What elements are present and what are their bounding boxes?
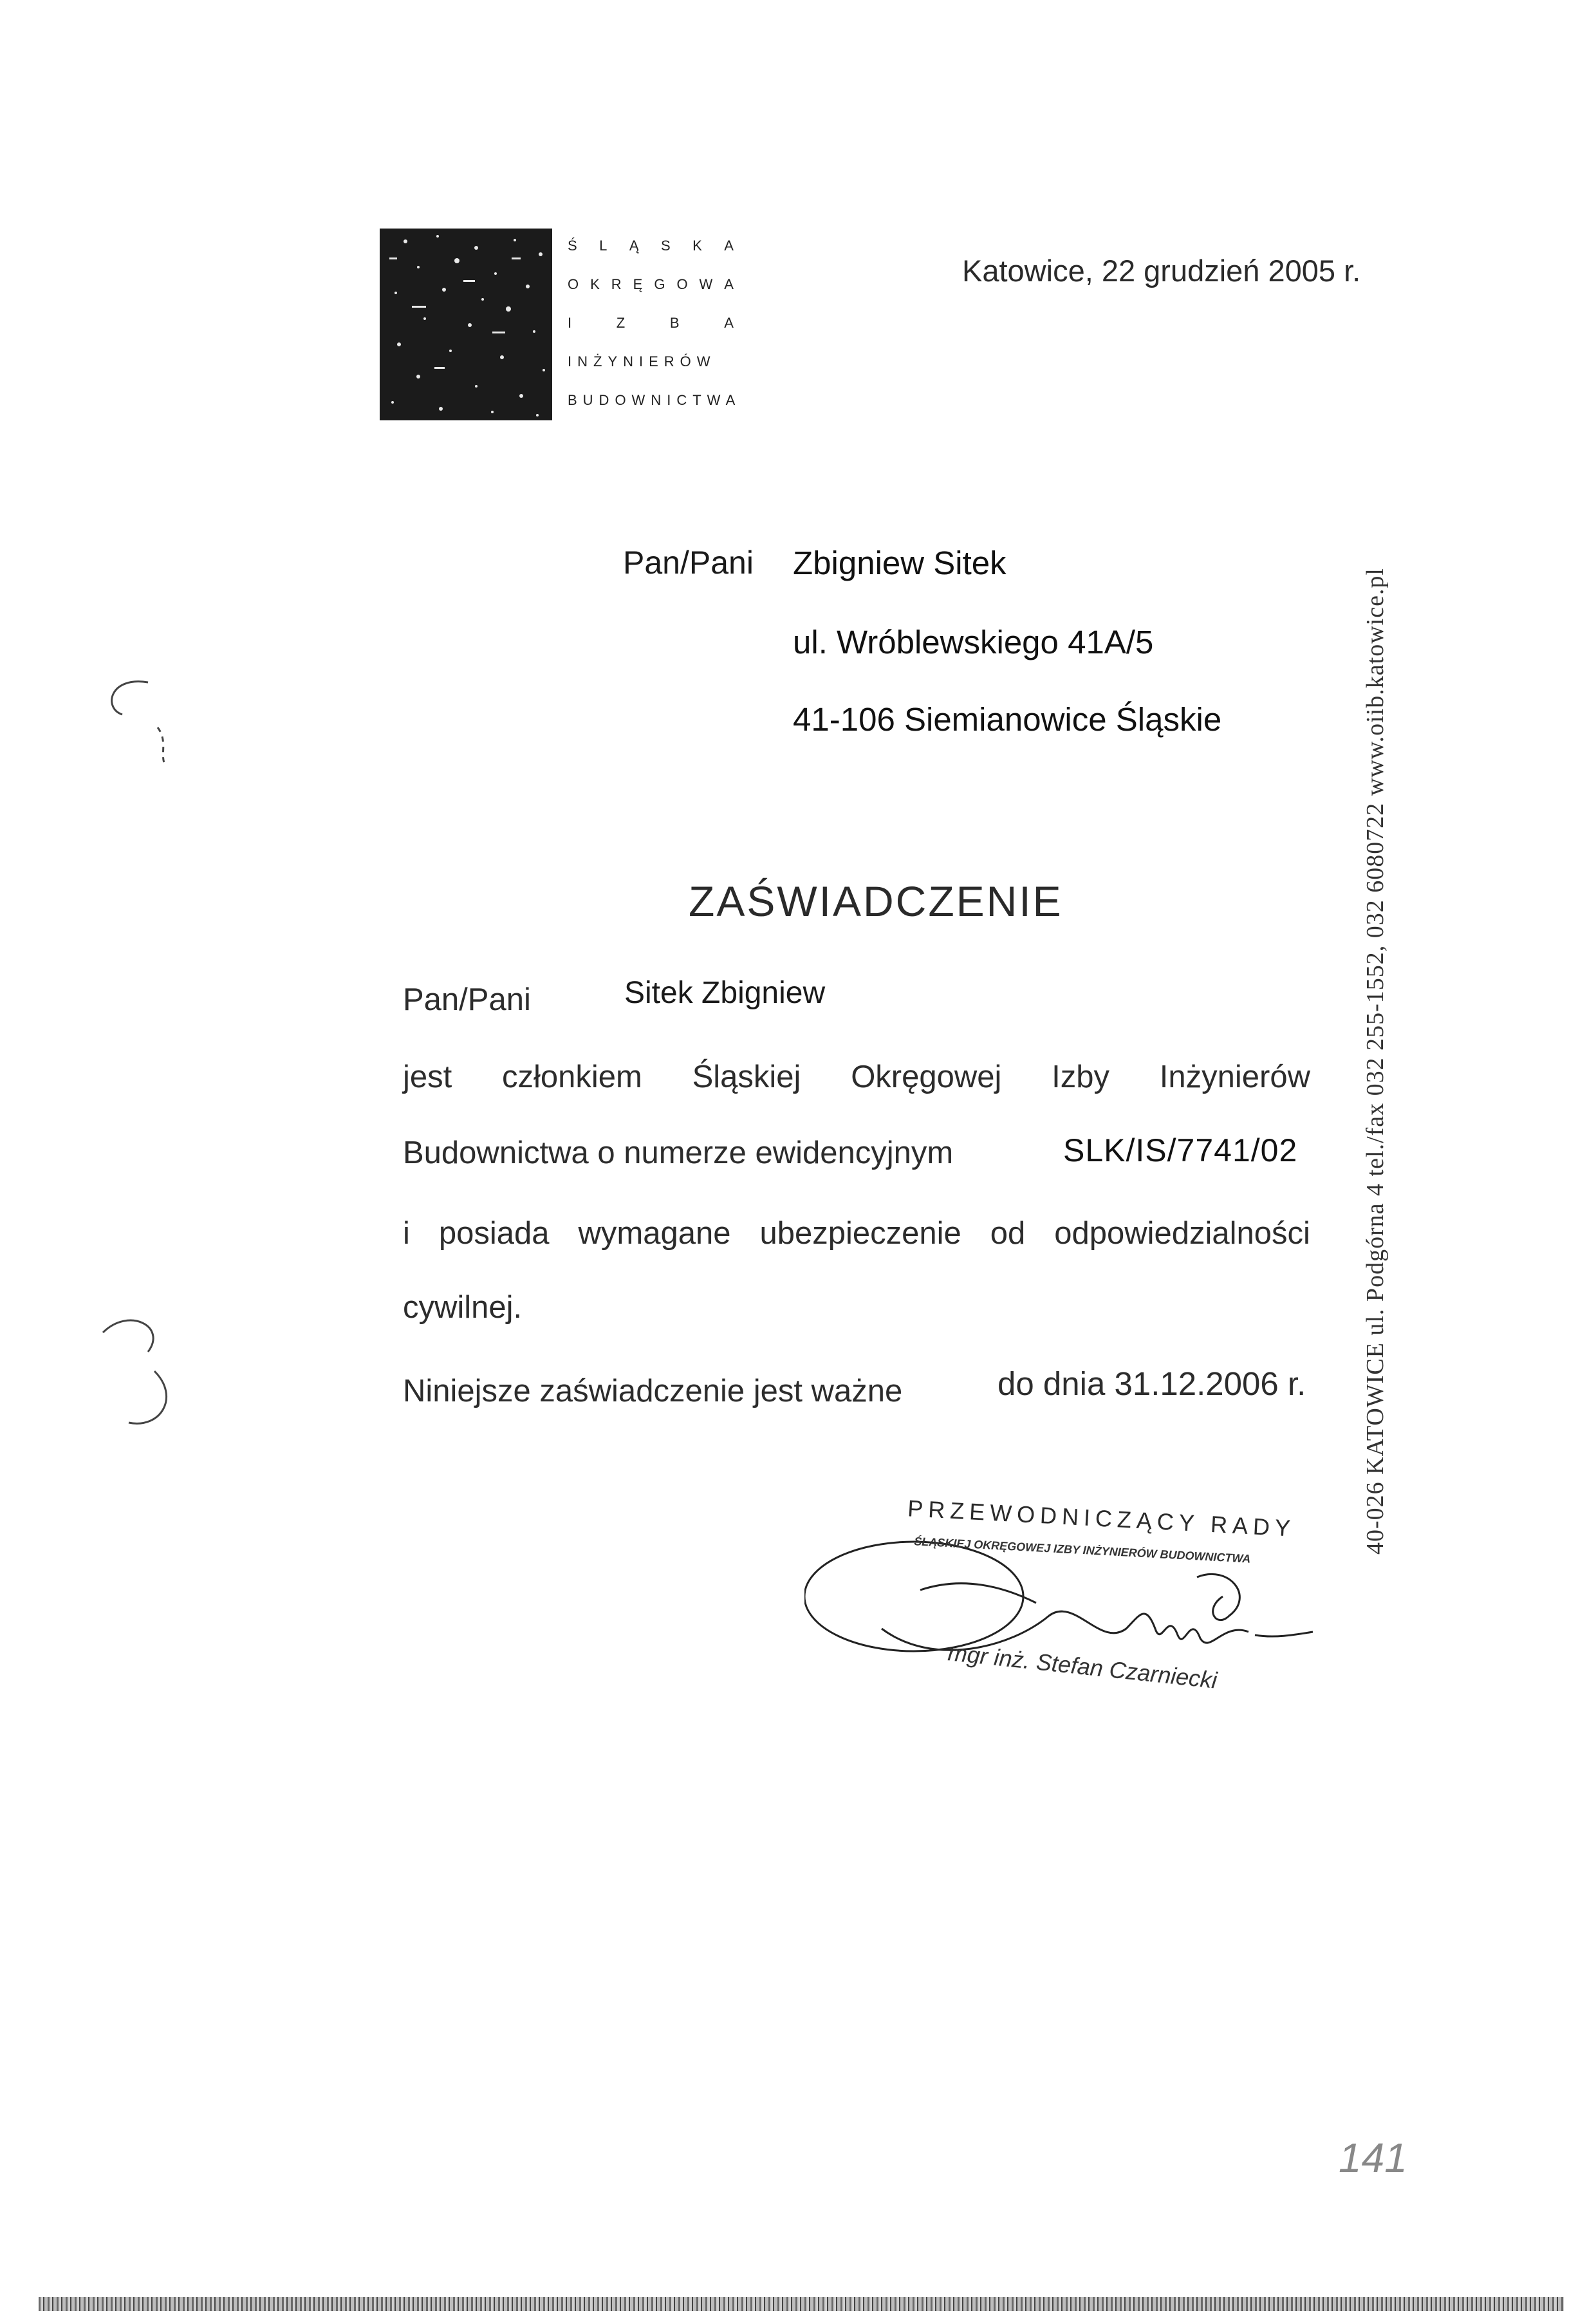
logo-line-1 bbox=[568, 227, 735, 265]
logo-letter: K bbox=[692, 238, 703, 254]
validity-text: Niniejsze zaświadczenie jest ważne bbox=[403, 1374, 903, 1408]
logo-letter: Ą bbox=[629, 238, 640, 254]
logo-line-4: INŻYNIERÓW bbox=[568, 353, 716, 370]
logo-letter: O bbox=[676, 276, 689, 292]
logo-letter: B bbox=[669, 315, 681, 331]
logo-letter: A bbox=[724, 276, 735, 292]
logo-letter: L bbox=[599, 238, 609, 254]
word: Izby bbox=[1052, 1060, 1110, 1094]
validity-date: do dnia 31.12.2006 r. bbox=[998, 1365, 1306, 1402]
body-label: Pan/Pani bbox=[403, 982, 531, 1017]
scan-mark-hole-top bbox=[97, 669, 180, 772]
word: wymagane bbox=[578, 1216, 731, 1251]
logo-graphic bbox=[380, 229, 552, 420]
logo-line-5: BUDOWNICTWA bbox=[568, 392, 741, 408]
logo-text bbox=[568, 227, 741, 420]
word: Okręgowej bbox=[851, 1060, 1002, 1094]
logo-letter: Ś bbox=[568, 238, 579, 254]
logo-line-3 bbox=[568, 304, 735, 342]
word: Śląskiej bbox=[692, 1060, 801, 1094]
body-line-3: Budownictwa o numerze ewidencyjnym bbox=[403, 1136, 954, 1170]
contact-sidebar: 40-026 KATOWICE ul. Podgórna 4 tel./fax 032 255-1552, 032 6080722 www.oiib.katowice.pl bbox=[1362, 568, 1389, 1555]
logo-letter: G bbox=[654, 276, 667, 292]
logo-letter: Z bbox=[616, 315, 627, 331]
word: posiada bbox=[438, 1216, 550, 1251]
signatory-name: mgr inż. Stefan Czarniecki bbox=[947, 1639, 1219, 1694]
person-name: Sitek Zbigniew bbox=[624, 976, 826, 1010]
recipient-city: 41-106 Siemianowice Śląskie bbox=[793, 701, 1222, 738]
logo-letter: I bbox=[568, 315, 573, 331]
word: jest bbox=[403, 1060, 452, 1094]
word: odpowiedzialności bbox=[1054, 1216, 1310, 1251]
signature-title: PRZEWODNICZĄCY RADY bbox=[907, 1495, 1297, 1542]
document-title: ZAŚWIADCZENIE bbox=[689, 877, 1063, 925]
logo-letter: A bbox=[724, 238, 735, 254]
logo-letter: O bbox=[568, 276, 580, 292]
word: od bbox=[990, 1216, 1026, 1251]
document-date: Katowice, 22 grudzień 2005 r. bbox=[962, 254, 1361, 288]
logo-letter: K bbox=[590, 276, 601, 292]
recipient-street: ul. Wróblewskiego 41A/5 bbox=[793, 624, 1154, 660]
registration-number: SLK/IS/7741/02 bbox=[1063, 1132, 1298, 1168]
stamp-text: ŚLĄSKIEJ OKRĘGOWEJ IZBY INŻYNIERÓW BUDOWNICTWA bbox=[913, 1535, 1251, 1566]
logo-letter: W bbox=[699, 276, 714, 292]
word: członkiem bbox=[502, 1060, 642, 1094]
scan-mark-hole-bottom bbox=[90, 1313, 180, 1429]
body-line-5: cywilnej. bbox=[403, 1290, 523, 1325]
handwritten-page-number: 141 bbox=[1339, 2135, 1407, 2181]
logo-letter: Ę bbox=[633, 276, 644, 292]
body-line-2 bbox=[403, 1059, 1310, 1095]
logo-letter: A bbox=[724, 315, 735, 331]
body-line-4 bbox=[403, 1215, 1310, 1251]
word: ubezpieczenie bbox=[759, 1216, 961, 1251]
logo-letter: R bbox=[611, 276, 623, 292]
word: Inżynierów bbox=[1159, 1060, 1310, 1094]
logo-line-2 bbox=[568, 265, 735, 304]
word: i bbox=[403, 1216, 410, 1251]
logo-letter: S bbox=[660, 238, 672, 254]
scan-edge-strip bbox=[39, 2297, 1564, 2311]
recipient-name: Zbigniew Sitek bbox=[793, 545, 1007, 581]
recipient-label: Pan/Pani bbox=[623, 545, 754, 581]
